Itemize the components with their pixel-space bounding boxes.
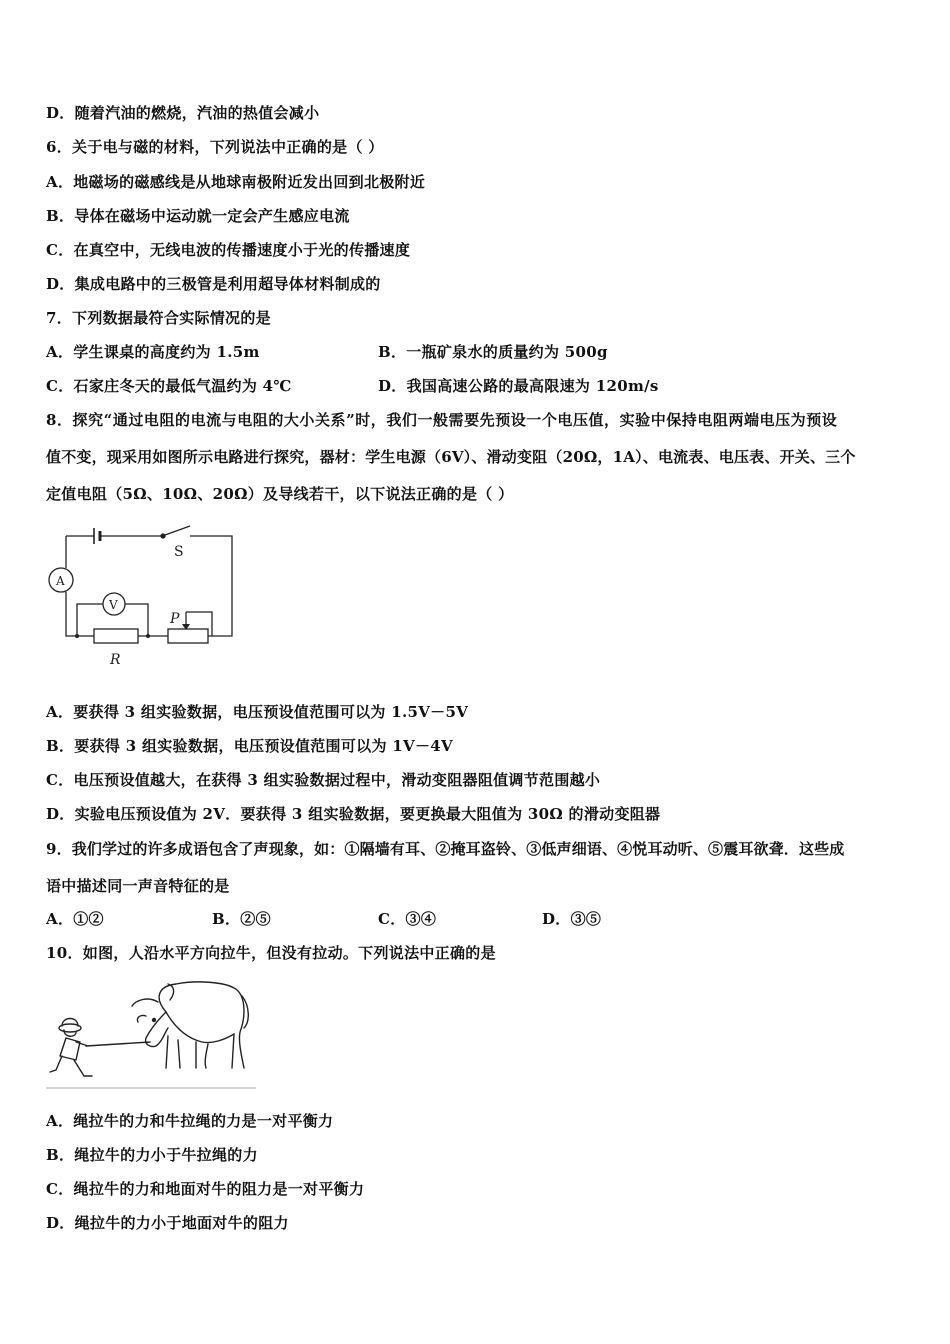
resistor-label: R	[110, 652, 121, 668]
q6-stem: 6．关于电与磁的材料，下列说法中正确的是（ ）	[46, 138, 384, 156]
q8-option-c: C．电压预设值越大，在获得 3 组实验数据过程中，滑动变阻器阻值调节范围越小	[46, 771, 601, 789]
q6-option-a: A．地磁场的磁感线是从地球南极附近发出回到北极附近	[46, 173, 426, 191]
q9-option-c: C．③④	[378, 910, 437, 928]
q9-stem-line-1: 9．我们学过的许多成语包含了声现象，如：①隔墙有耳、②掩耳盗铃、③低声细语、④悦耳动听、⑤震耳欲聋．这些成	[46, 840, 845, 858]
q10-option-a: A．绳拉牛的力和牛拉绳的力是一对平衡力	[46, 1112, 334, 1130]
q10-stem: 10．如图，人沿水平方向拉牛，但没有拉动。下列说法中正确的是	[46, 944, 496, 962]
circuit-diagram	[44, 520, 244, 672]
q10-option-c: C．绳拉牛的力和地面对牛的阻力是一对平衡力	[46, 1180, 365, 1198]
q7-option-c: C．石家庄冬天的最低气温约为 4℃	[46, 377, 292, 395]
q8-stem-line-2: 值不变，现采用如图所示电路进行探究，器材：学生电源（6V）、滑动变阻（20Ω，1A）、电流表、电压表、开关、三个	[46, 448, 856, 466]
q7-option-a: A．学生课桌的高度约为 1.5m	[46, 343, 260, 361]
q6-option-c: C．在真空中，无线电波的传播速度小于光的传播速度	[46, 241, 411, 259]
q8-option-d: D．实验电压预设值为 2V．要获得 3 组实验数据，要更换最大阻值为 30Ω 的滑动变阻器	[46, 805, 661, 823]
person-pulling-ox-illustration	[46, 976, 256, 1096]
q5-option-d: D．随着汽油的燃烧，汽油的热值会减小	[46, 104, 320, 122]
q8-option-b: B．要获得 3 组实验数据，电压预设值范围可以为 1V－4V	[46, 737, 453, 755]
q10-option-b: B．绳拉牛的力小于牛拉绳的力	[46, 1146, 258, 1164]
q7-option-b: B．一瓶矿泉水的质量约为 500g	[378, 343, 608, 361]
q9-option-b: B．②⑤	[212, 910, 271, 928]
q7-option-d: D．我国高速公路的最高限速为 120m/s	[378, 377, 659, 395]
q9-option-d: D．③⑤	[542, 910, 602, 928]
q8-stem-line-3: 定值电阻（5Ω、10Ω、20Ω）及导线若干，以下说法正确的是（ ）	[46, 485, 514, 503]
ammeter-label: A	[56, 574, 65, 588]
switch-label: S	[174, 544, 184, 560]
q9-option-a: A．①②	[46, 910, 104, 928]
q6-option-b: B．导体在磁场中运动就一定会产生感应电流	[46, 207, 350, 225]
q9-stem-line-2: 语中描述同一声音特征的是	[46, 877, 230, 895]
voltmeter-label: V	[109, 598, 118, 612]
q8-stem-line-1: 8．探究“通过电阻的电流与电阻的大小关系”时，我们一般需要先预设一个电压值，实验中保持电阻两端电压为预设	[46, 411, 838, 429]
slider-label: P	[170, 611, 180, 627]
q8-option-a: A．要获得 3 组实验数据，电压预设值范围可以为 1.5V－5V	[46, 703, 469, 721]
q7-stem: 7．下列数据最符合实际情况的是	[46, 309, 271, 327]
q10-option-d: D．绳拉牛的力小于地面对牛的阻力	[46, 1214, 289, 1232]
q6-option-d: D．集成电路中的三极管是利用超导体材料制成的	[46, 275, 381, 293]
